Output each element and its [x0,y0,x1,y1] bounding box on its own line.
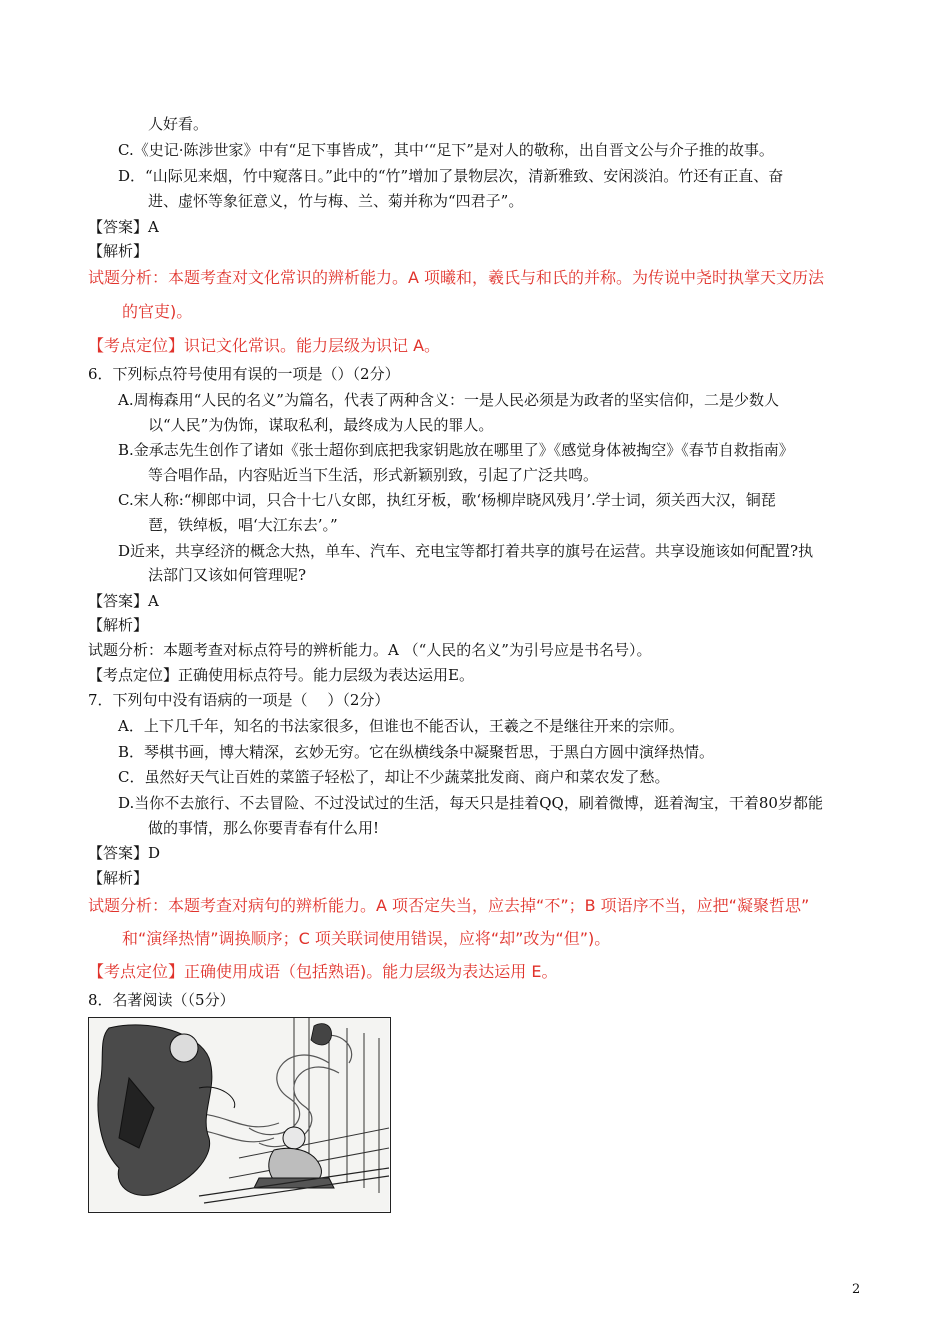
q5-analysis-label: 【解析】 [88,242,149,260]
q7-option-b: B．琴棋书画，博大精深，玄妙无穷。它在纵横线条中凝聚哲思，于黑白方圆中演绎热情。 [118,743,715,761]
q8-stem: 8．名著阅读（（5分） [88,991,235,1009]
q6-stem: 6．下列标点符号使用有误的一项是（）（2分） [88,365,400,383]
q5-option-b-continuation: 人好看。 [148,115,209,133]
q5-analysis-line1: 试题分析：本题考查对文化常识的辨析能力。A 项曦和，羲氏与和氏的并称。为传说中尧时执掌天文历法 [88,268,825,287]
q5-option-c: C.《史记·陈涉世家》中有“足下事皆成”，其中‘“足下”是对人的敬称，出自晋文公与介子推的故事。 [118,141,774,159]
q6-option-c-line2: 琶，铁绰板，唱‘大江东去’。” [148,516,338,534]
q7-option-d-line1: D.当你不去旅行、不去冒险、不过没试过的生活，每天只是挂着QQ，刷着微博，逛着淘宝，干着80岁都能 [118,794,823,812]
q6-option-c-line1: C.宋人称:“柳郎中词，只合十七八女郎，执红牙板，歌‘杨柳岸晓风残月’.学士词，须关西大汉，铜琵 [118,491,776,509]
q6-analysis-label: 【解析】 [88,616,149,634]
small-creature [311,1024,332,1045]
q7-option-c: C．虽然好天气让百姓的菜篮子轻松了，却让不少蔬菜批发商、商户和菜农发了愁。 [118,768,670,786]
q6-option-d-line2: 法部门又该如何管理呢? [148,566,307,584]
illustration-image [88,1017,391,1213]
q6-option-a-line2: 以“人民”为伪饰，谋取私利，最终成为人民的罪人。 [148,416,494,434]
q5-analysis-line2: 的官吏)。 [122,302,193,321]
q6-analysis: 试题分析：本题考查对标点符号的辨析能力。A （“人民的名义”为引号应是书名号）。 [88,641,652,659]
q5-answer: 【答案】A [88,218,159,236]
page-number: 2 [852,1282,861,1297]
ink-drawing-illustration [89,1018,389,1211]
q7-kaodian: 【考点定位】正确使用成语（包括熟语)。能力层级为表达运用 E。 [88,962,558,981]
q6-option-a-line1: A.周梅森用“人民的名义”为篇名，代表了两种含义：一是人民必须是为政者的坚实信仰，二是少数人 [118,391,779,409]
q6-option-b-line1: B.金承志先生创作了诸如《张士超你到底把我家钥匙放在哪里了》《感觉身体被掏空》《春节自救指南》 [118,441,794,459]
q5-kaodian: 【考点定位】识记文化常识。能力层级为识记 A。 [88,336,441,355]
q6-option-b-line2: 等合唱作品，内容贴近当下生活，形式新颖别致，引起了广泛共鸣。 [148,466,599,484]
q5-option-d-line2: 进、虚怀等象征意义，竹与梅、兰、菊并称为“四君子”。 [148,192,524,210]
q7-analysis-line2: 和“演绎热情”调换顺序；C 项关联词使用错误，应将“却”改为“但”)。 [122,929,611,948]
q7-analysis-label: 【解析】 [88,869,149,887]
q7-analysis-line1: 试题分析：本题考查对病句的辨析能力。A 项否定失当，应去掉“不”；B 项语序不当，应把“凝聚哲思” [88,896,810,915]
q6-answer: 【答案】A [88,592,159,610]
q6-kaodian: 【考点定位】正确使用标点符号。能力层级为表达运用E。 [88,666,474,684]
q7-answer: 【答案】D [88,844,161,862]
q7-option-a: A．上下几千年，知名的书法家很多，但谁也不能否认，王羲之不是继往开来的宗师。 [118,717,684,735]
q6-option-d-line1: D近来，共享经济的概念大热，单车、汽车、充电宝等都打着共享的旗号在运营。共享设施该如何配置?执 [118,542,814,560]
q7-option-d-line2: 做的事情，那么你要青春有什么用! [148,819,380,837]
q5-option-d-line1: D．“山际见来烟，竹中窥落日。”此中的“竹”增加了景物层次，清新雅致、安闲淡泊。竹还有正直、奋 [118,167,784,185]
q7-stem: 7．下列句中没有语病的一项是（ ）（2分） [88,691,390,709]
